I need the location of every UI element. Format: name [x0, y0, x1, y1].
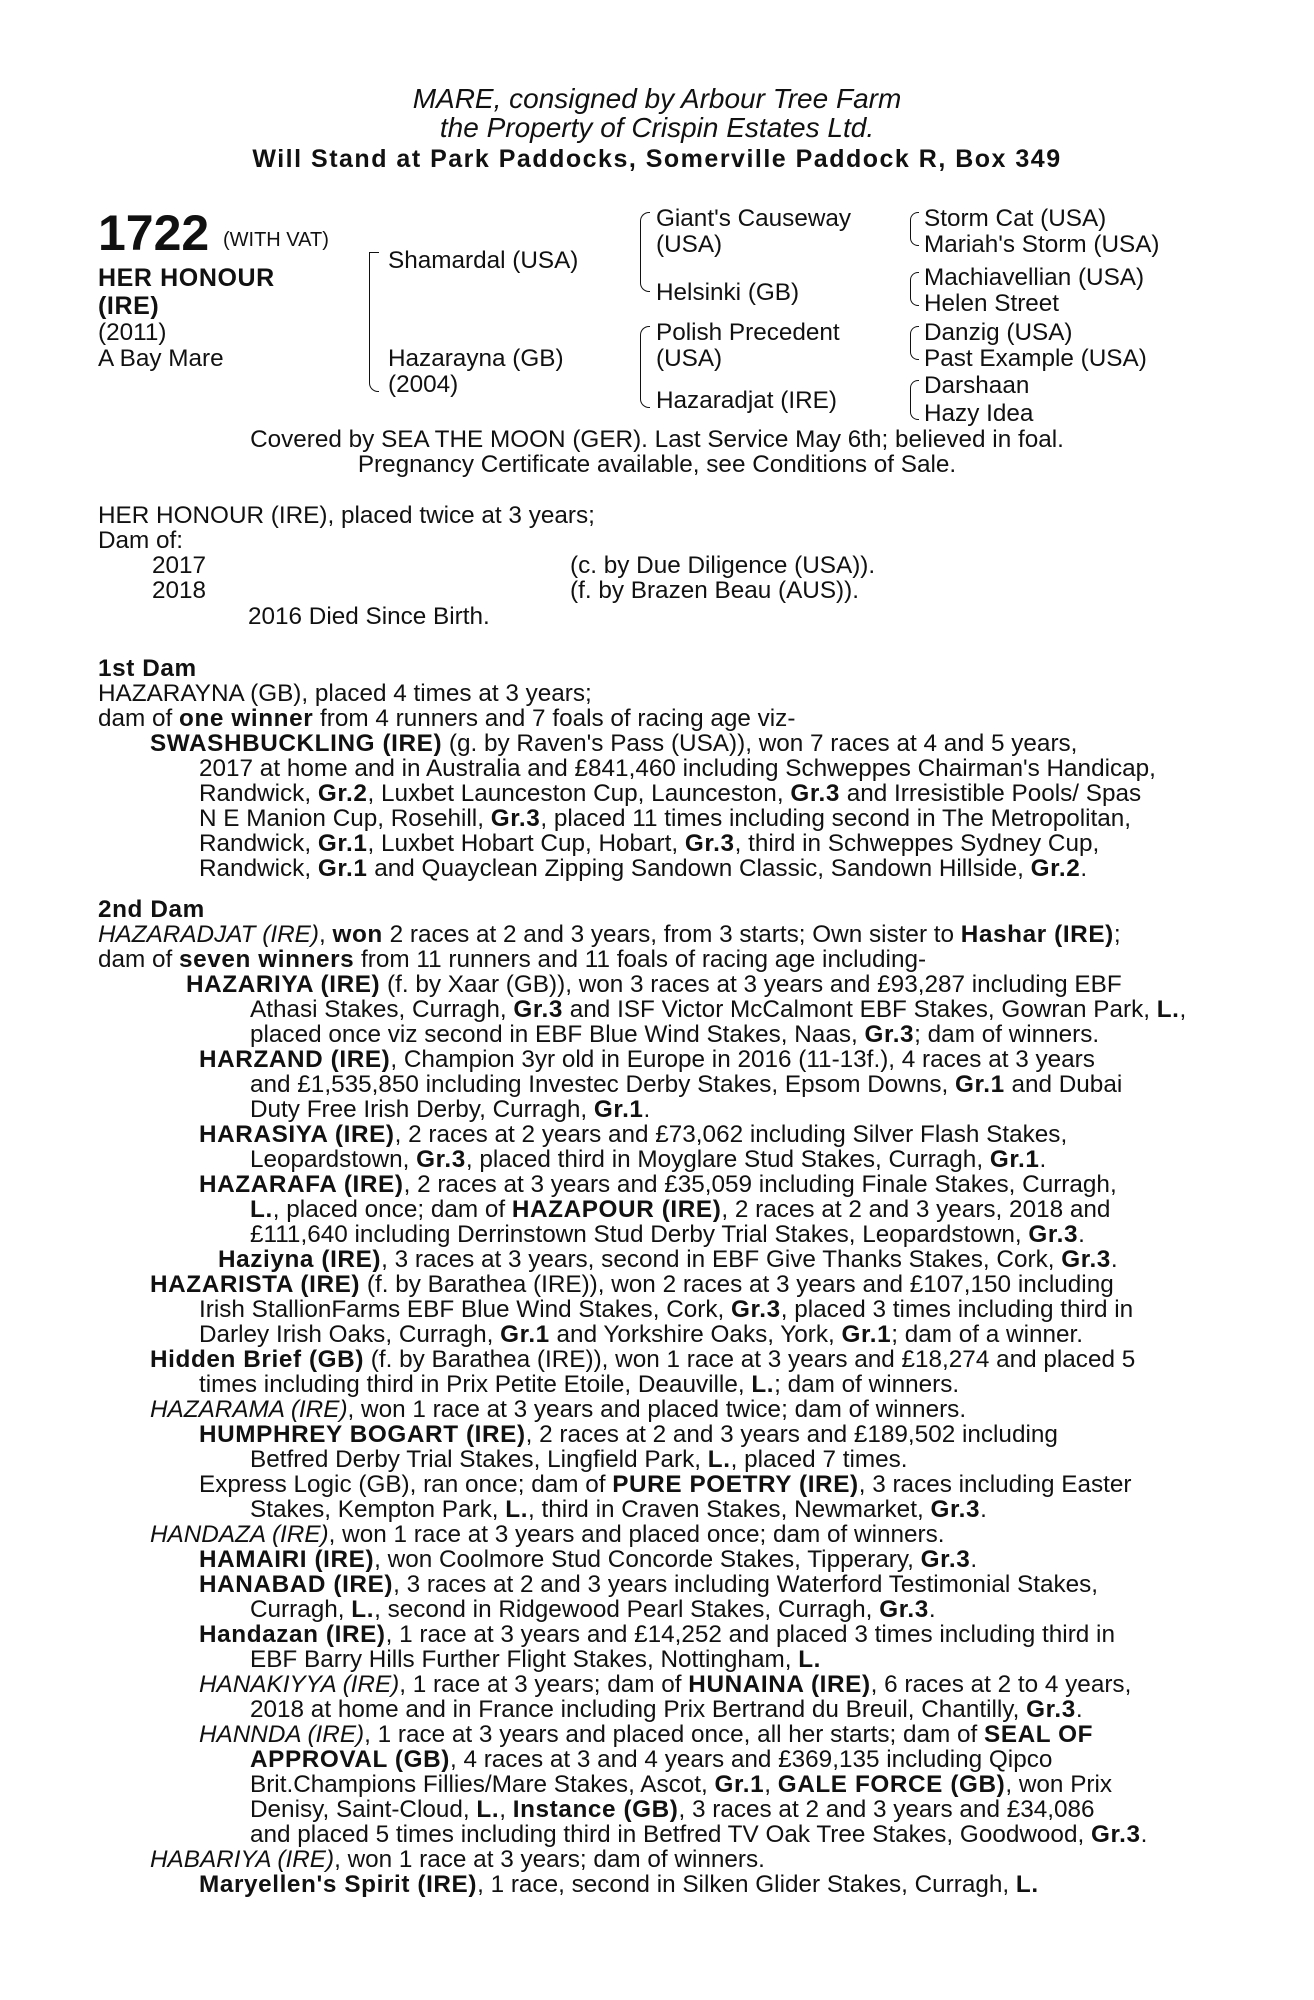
- text-run: Gr.2: [1030, 855, 1081, 882]
- second-dam-line: [98, 922, 1121, 948]
- text-run: , Luxbet Launceston Cup, Launceston,: [367, 780, 791, 807]
- text-run: , placed 7 times.: [730, 1446, 908, 1473]
- text-run: Gr.3: [1061, 1246, 1111, 1273]
- text-run: 2018 at home and in France including Prix Bertrand du Breuil, Chantilly,: [250, 1696, 1027, 1723]
- second-dam-line: [250, 1022, 1099, 1048]
- text-run: , 2 races at 2 and 3 years and £189,502 including: [525, 1421, 1058, 1448]
- second-dam-line: [250, 1747, 1052, 1773]
- text-run: , won Coolmore Stud Concorde Stakes, Tipperary,: [374, 1546, 921, 1573]
- text-run: Darley Irish Oaks, Curragh,: [199, 1321, 501, 1348]
- text-run: L.: [707, 1446, 731, 1473]
- second-dam-line: [250, 1797, 1095, 1823]
- second-dam-line: [199, 1372, 959, 1398]
- text-run: Express Logic (GB), ran once; dam of: [199, 1471, 613, 1498]
- second-dam-line: [218, 1247, 1118, 1273]
- text-run: , won 1 race at 3 years; dam of winners.: [334, 1846, 765, 1873]
- first-dam-line: [199, 806, 1131, 832]
- text-run: Gr.3: [684, 830, 735, 857]
- produce-died: 2016 Died Since Birth.: [248, 603, 490, 630]
- sire: Shamardal (USA): [388, 247, 579, 274]
- text-run: HARZAND (IRE): [199, 1046, 391, 1073]
- text-run: Athasi Stakes, Curragh,: [250, 996, 514, 1023]
- produce-year-2018: 2018: [152, 577, 207, 604]
- location-line: Will Stand at Park Paddocks, Somerville Paddock R, Box 349: [252, 145, 1062, 173]
- text-run: N E Manion Cup, Rosehill,: [199, 805, 491, 832]
- brace-gen3-1: [910, 212, 919, 246]
- text-run: , placed 11 times including second in The Metropolitan,: [540, 805, 1132, 832]
- text-run: , 1 race at 3 years; dam of: [399, 1671, 689, 1698]
- second-dam-line: [150, 1522, 945, 1548]
- text-run: and Quayclean Zipping Sandown Classic, Sandown Hillside,: [367, 855, 1031, 882]
- text-run: HANAKIYYA (IRE): [199, 1671, 400, 1698]
- text-run: Gr.3: [513, 996, 564, 1023]
- text-run: Gr.3: [790, 780, 841, 807]
- text-run: , placed once; dam of: [272, 1196, 512, 1223]
- text-run: PURE POETRY (IRE): [612, 1471, 859, 1498]
- text-run: £111,640 including Derrinstown Stud Derby Trial Stakes, Leopardstown,: [250, 1221, 1029, 1248]
- first-dam-line: 2017 at home and in Australia and £841,460 including Schweppes Chairman's Handicap,: [199, 755, 1156, 782]
- text-run: , third in Schweppes Sydney Cup,: [734, 830, 1100, 857]
- text-run: ,: [499, 1796, 513, 1823]
- second-dam-line: [199, 1047, 1095, 1073]
- text-run: Handazan (IRE): [199, 1621, 386, 1648]
- produce-year-2017: 2017: [152, 552, 207, 579]
- text-run: seven winners: [179, 946, 355, 973]
- text-run: , Champion 3yr old in Europe in 2016 (11-13f.), 4 races at 3 years: [390, 1046, 1095, 1073]
- second-dam-line: [199, 1472, 1132, 1498]
- text-run: (f. by Barathea (IRE)), won 1 race at 3 years and £18,274 and placed 5: [364, 1346, 1136, 1373]
- text-run: , 3 races including Easter: [858, 1471, 1132, 1498]
- text-run: .: [643, 1096, 651, 1123]
- vat-label: (WITH VAT): [223, 229, 329, 251]
- text-run: times including third in Prix Petite Etoile, Deauville,: [199, 1371, 752, 1398]
- brace-gen3-3: [910, 326, 919, 360]
- text-run: .: [970, 1546, 978, 1573]
- text-run: and Dubai: [1004, 1071, 1123, 1098]
- text-run: .: [1039, 1146, 1047, 1173]
- text-run: from 11 runners and 11 foals of racing age including-: [354, 946, 927, 973]
- text-run: HAZARAFA (IRE): [199, 1171, 404, 1198]
- second-dam-line: [199, 1297, 1133, 1323]
- pedigree-brace-main: [369, 252, 379, 392]
- second-dam-line: [199, 1547, 977, 1573]
- horse-description: A Bay Mare: [98, 345, 224, 372]
- text-run: Gr.1: [989, 1146, 1040, 1173]
- text-run: HABARIYA (IRE): [150, 1846, 335, 1873]
- text-run: HAZAPOUR (IRE): [511, 1196, 722, 1223]
- text-run: Gr.2: [317, 780, 368, 807]
- gen3-sss: Storm Cat (USA): [924, 205, 1107, 232]
- pregnancy-note: Pregnancy Certificate available, see Conditions of Sale.: [357, 451, 957, 478]
- consignor-line: MARE, consigned by Arbour Tree Farm: [412, 83, 902, 114]
- second-dam-line: [250, 1147, 1046, 1173]
- text-run: Gr.3: [864, 1021, 915, 1048]
- text-run: placed once viz second in EBF Blue Wind Stakes, Naas,: [250, 1021, 865, 1048]
- second-dam-line: [250, 1647, 821, 1673]
- text-run: L.: [250, 1196, 273, 1223]
- text-run: Gr.1: [317, 830, 368, 857]
- text-run: and Irresistible Pools/ Spas: [840, 780, 1142, 807]
- text-run: .: [1078, 1221, 1085, 1248]
- text-run: Gr.3: [930, 1496, 981, 1523]
- text-run: Leopardstown,: [250, 1146, 417, 1173]
- text-run: and ISF Victor McCalmont EBF Stakes, Gowran Park,: [563, 996, 1157, 1023]
- text-run: .: [928, 1596, 936, 1623]
- second-dam-line: [150, 1397, 966, 1423]
- second-dam-line: [98, 947, 926, 973]
- first-dam-heading: 1st Dam: [98, 655, 197, 682]
- dam: Hazarayna (GB): [388, 345, 564, 372]
- text-run: Gr.3: [731, 1296, 781, 1323]
- text-run: L.: [1156, 996, 1180, 1023]
- text-run: , 6 races at 2 to 4 years,: [870, 1671, 1132, 1698]
- sire-sire: Giant's Causeway: [656, 205, 852, 232]
- gen3-dss: Danzig (USA): [924, 319, 1073, 346]
- text-run: Gr.1: [955, 1071, 1005, 1098]
- text-run: ,: [318, 921, 333, 948]
- text-run: dam of: [98, 946, 180, 973]
- second-dam-line: [250, 1697, 1083, 1723]
- text-run: HAZARAMA (IRE): [150, 1396, 348, 1423]
- text-run: Duty Free Irish Derby, Curragh,: [250, 1096, 594, 1123]
- text-run: , 2 races at 2 years and £73,062 including Silver Flash Stakes,: [394, 1121, 1068, 1148]
- text-run: L.: [1015, 1871, 1039, 1898]
- text-run: ; dam of a winner.: [891, 1321, 1084, 1348]
- produce-intro: HER HONOUR (IRE), placed twice at 3 years;: [98, 502, 595, 529]
- property-line: the Property of Crispin Estates Ltd.: [439, 112, 875, 143]
- text-run: ,: [1179, 996, 1187, 1023]
- brace-gen3-4: [910, 380, 919, 420]
- gen3-ddd: Hazy Idea: [924, 400, 1034, 427]
- text-run: Randwick,: [199, 780, 318, 807]
- text-run: HANDAZA (IRE): [150, 1521, 329, 1548]
- text-run: (f. by Barathea (IRE)), won 2 races at 3 years and £107,150 including: [360, 1271, 1114, 1298]
- sire-dam: Helsinki (GB): [656, 279, 800, 306]
- text-run: ,: [764, 1771, 778, 1798]
- second-dam-heading: 2nd Dam: [98, 896, 205, 923]
- first-dam-line: [199, 856, 1087, 882]
- text-run: HUNAINA (IRE): [688, 1671, 871, 1698]
- text-run: , 3 races at 2 and 3 years and £34,086: [678, 1796, 1095, 1823]
- second-dam-line: [150, 1347, 1135, 1373]
- text-run: ;: [1113, 921, 1121, 948]
- text-run: , placed 3 times including third in: [780, 1296, 1134, 1323]
- second-dam-line: [199, 1122, 1067, 1148]
- text-run: Gr.3: [490, 805, 541, 832]
- text-run: HAMAIRI (IRE): [199, 1546, 375, 1573]
- text-run: ; dam of winners.: [774, 1371, 960, 1398]
- text-run: HARASIYA (IRE): [199, 1121, 395, 1148]
- first-dam-line: HAZARAYNA (GB), placed 4 times at 3 years;: [98, 680, 592, 707]
- text-run: HAZARIYA (IRE): [186, 971, 381, 998]
- text-run: one winner: [179, 705, 314, 732]
- text-run: .: [1110, 1246, 1118, 1273]
- text-run: L.: [798, 1646, 821, 1673]
- first-dam-line: [199, 831, 1099, 857]
- text-run: Maryellen's Spirit (IRE): [199, 1871, 478, 1898]
- first-dam-line: [98, 706, 795, 732]
- text-run: GALE FORCE (GB): [777, 1771, 1006, 1798]
- second-dam-line: [199, 1872, 1039, 1898]
- text-run: Hashar (IRE): [960, 921, 1114, 948]
- text-run: , won 1 race at 3 years and placed twice; dam of winners.: [347, 1396, 967, 1423]
- gen3-dds: Darshaan: [924, 372, 1030, 399]
- brace-gen3-2: [910, 272, 919, 306]
- text-run: APPROVAL (GB): [250, 1746, 450, 1773]
- text-run: won: [332, 921, 383, 948]
- text-run: , won 1 race at 3 years and placed once; dam of winners.: [328, 1521, 945, 1548]
- text-run: and placed 5 times including third in Betfred TV Oak Tree Stakes, Goodwood,: [250, 1821, 1091, 1848]
- text-run: , 1 race, second in Silken Glider Stakes, Curragh,: [477, 1871, 1016, 1898]
- sire-sire-country: (USA): [656, 231, 723, 258]
- dam-dam: Hazaradjat (IRE): [656, 387, 837, 414]
- second-dam-line: [199, 1672, 1131, 1698]
- text-run: SWASHBUCKLING (IRE): [150, 730, 443, 757]
- text-run: and £1,535,850 including Investec Derby Stakes, Epsom Downs,: [250, 1071, 956, 1098]
- lot-number: 1722: [98, 205, 210, 261]
- text-run: , 1 race at 3 years and £14,252 and placed 3 times including third in: [385, 1621, 1115, 1648]
- first-dam-line: [150, 731, 1077, 757]
- gen3-sdd: Helen Street: [924, 290, 1060, 317]
- second-dam-line: [250, 1097, 650, 1123]
- second-dam-line: [250, 1197, 1110, 1223]
- text-run: Gr.3: [879, 1596, 929, 1623]
- text-run: .: [1075, 1696, 1083, 1723]
- second-dam-line: [250, 1072, 1122, 1098]
- second-dam-line: [186, 972, 1122, 998]
- text-run: dam of: [98, 705, 180, 732]
- text-run: Irish StallionFarms EBF Blue Wind Stakes, Cork,: [199, 1296, 731, 1323]
- text-run: 2 races at 2 and 3 years, from 3 starts; Own sister to: [382, 921, 961, 948]
- second-dam-line: [199, 1172, 1117, 1198]
- text-run: ; dam of winners.: [914, 1021, 1100, 1048]
- text-run: Gr.1: [500, 1321, 550, 1348]
- dam-sire-country: (USA): [656, 345, 723, 372]
- text-run: , 4 races at 3 and 4 years and £369,135 including Qipco: [449, 1746, 1053, 1773]
- gen3-ssd: Mariah's Storm (USA): [924, 231, 1160, 258]
- text-run: Curragh,: [250, 1596, 352, 1623]
- text-run: Gr.3: [416, 1146, 466, 1173]
- second-dam-line: [250, 1222, 1085, 1248]
- text-run: Gr.3: [920, 1546, 971, 1573]
- text-run: Randwick,: [199, 855, 318, 882]
- text-run: , 1 race at 3 years and placed once, all her starts; dam of: [364, 1721, 985, 1748]
- text-run: HANABAD (IRE): [199, 1571, 394, 1598]
- text-run: Stakes, Kempton Park,: [250, 1496, 506, 1523]
- text-run: Randwick,: [199, 830, 318, 857]
- second-dam-line: [150, 1272, 1114, 1298]
- text-run: Gr.1: [317, 855, 368, 882]
- text-run: L.: [476, 1796, 500, 1823]
- second-dam-line: [250, 1772, 1112, 1798]
- pedigree-brace-sire: [640, 212, 650, 292]
- text-run: HAZARADJAT (IRE): [98, 921, 319, 948]
- text-run: , placed third in Moyglare Stud Stakes, Curragh,: [465, 1146, 990, 1173]
- gen3-dsd: Past Example (USA): [924, 345, 1147, 372]
- second-dam-line: [199, 1322, 1083, 1348]
- text-run: Betfred Derby Trial Stakes, Lingfield Park,: [250, 1446, 708, 1473]
- text-run: L.: [751, 1371, 775, 1398]
- text-run: and Yorkshire Oaks, York,: [549, 1321, 842, 1348]
- text-run: , won Prix: [1005, 1771, 1113, 1798]
- pedigree-brace-main-top: [369, 252, 379, 253]
- text-run: Haziyna (IRE): [218, 1246, 382, 1273]
- text-run: Gr.3: [1026, 1696, 1076, 1723]
- text-run: , Luxbet Hobart Cup, Hobart,: [367, 830, 685, 857]
- text-run: EBF Barry Hills Further Flight Stakes, Nottingham,: [250, 1646, 799, 1673]
- text-run: HUMPHREY BOGART (IRE): [199, 1421, 526, 1448]
- text-run: Gr.1: [841, 1321, 892, 1348]
- second-dam-line: [250, 1822, 1147, 1848]
- horse-country: (IRE): [98, 292, 160, 320]
- dam-of-label: Dam of:: [98, 527, 184, 554]
- text-run: HAZARISTA (IRE): [150, 1271, 361, 1298]
- produce-2017-desc: (c. by Due Diligence (USA)).: [570, 552, 876, 579]
- text-run: Gr.1: [714, 1771, 765, 1798]
- second-dam-line: [199, 1422, 1058, 1448]
- second-dam-line: [250, 997, 1186, 1023]
- produce-2018-desc: (f. by Brazen Beau (AUS)).: [570, 577, 859, 604]
- text-run: from 4 runners and 7 foals of racing age viz-: [313, 705, 796, 732]
- second-dam-line: [150, 1847, 765, 1873]
- text-run: , 2 races at 3 years and £35,059 including Finale Stakes, Curragh,: [403, 1171, 1117, 1198]
- second-dam-line: [199, 1572, 1098, 1598]
- text-run: HANNDA (IRE): [199, 1721, 365, 1748]
- text-run: , 2 races at 2 and 3 years, 2018 and: [721, 1196, 1111, 1223]
- text-run: .: [1080, 855, 1088, 882]
- second-dam-line: [250, 1447, 908, 1473]
- text-run: .: [980, 1496, 987, 1523]
- second-dam-line: [199, 1722, 1093, 1748]
- second-dam-line: [250, 1597, 936, 1623]
- second-dam-line: [199, 1622, 1115, 1648]
- first-dam-line: [199, 781, 1141, 807]
- text-run: Instance (GB): [512, 1796, 679, 1823]
- text-run: Gr.3: [1090, 1821, 1141, 1848]
- text-run: L.: [505, 1496, 529, 1523]
- second-dam-line: [250, 1497, 987, 1523]
- text-run: , second in Ridgewood Pearl Stakes, Curragh,: [374, 1596, 880, 1623]
- dam-sire: Polish Precedent: [656, 319, 840, 346]
- text-run: , third in Craven Stakes, Newmarket,: [528, 1496, 931, 1523]
- text-run: , 3 races at 2 and 3 years including Waterford Testimonial Stakes,: [393, 1571, 1099, 1598]
- text-run: Brit.Champions Fillies/Mare Stakes, Ascot,: [250, 1771, 715, 1798]
- text-run: , 3 races at 3 years, second in EBF Give Thanks Stakes, Cork,: [381, 1246, 1062, 1273]
- text-run: (f. by Xaar (GB)), won 3 races at 3 years and £93,287 including EBF: [380, 971, 1122, 998]
- gen3-sds: Machiavellian (USA): [924, 264, 1145, 291]
- text-run: .: [1140, 1821, 1148, 1848]
- covered-by: Covered by SEA THE MOON (GER). Last Service May 6th; believed in foal.: [250, 426, 1064, 453]
- text-run: L.: [351, 1596, 375, 1623]
- text-run: Denisy, Saint-Cloud,: [250, 1796, 477, 1823]
- dam-year: (2004): [388, 371, 459, 398]
- text-run: Gr.3: [1028, 1221, 1079, 1248]
- foaling-year: (2011): [98, 319, 167, 346]
- text-run: (g. by Raven's Pass (USA)), won 7 races at 4 and 5 years,: [442, 730, 1078, 757]
- horse-name: HER HONOUR: [98, 264, 275, 292]
- text-run: Gr.1: [593, 1096, 644, 1123]
- text-run: Hidden Brief (GB): [150, 1346, 365, 1373]
- pedigree-brace-dam: [640, 326, 650, 408]
- text-run: SEAL OF: [984, 1721, 1094, 1748]
